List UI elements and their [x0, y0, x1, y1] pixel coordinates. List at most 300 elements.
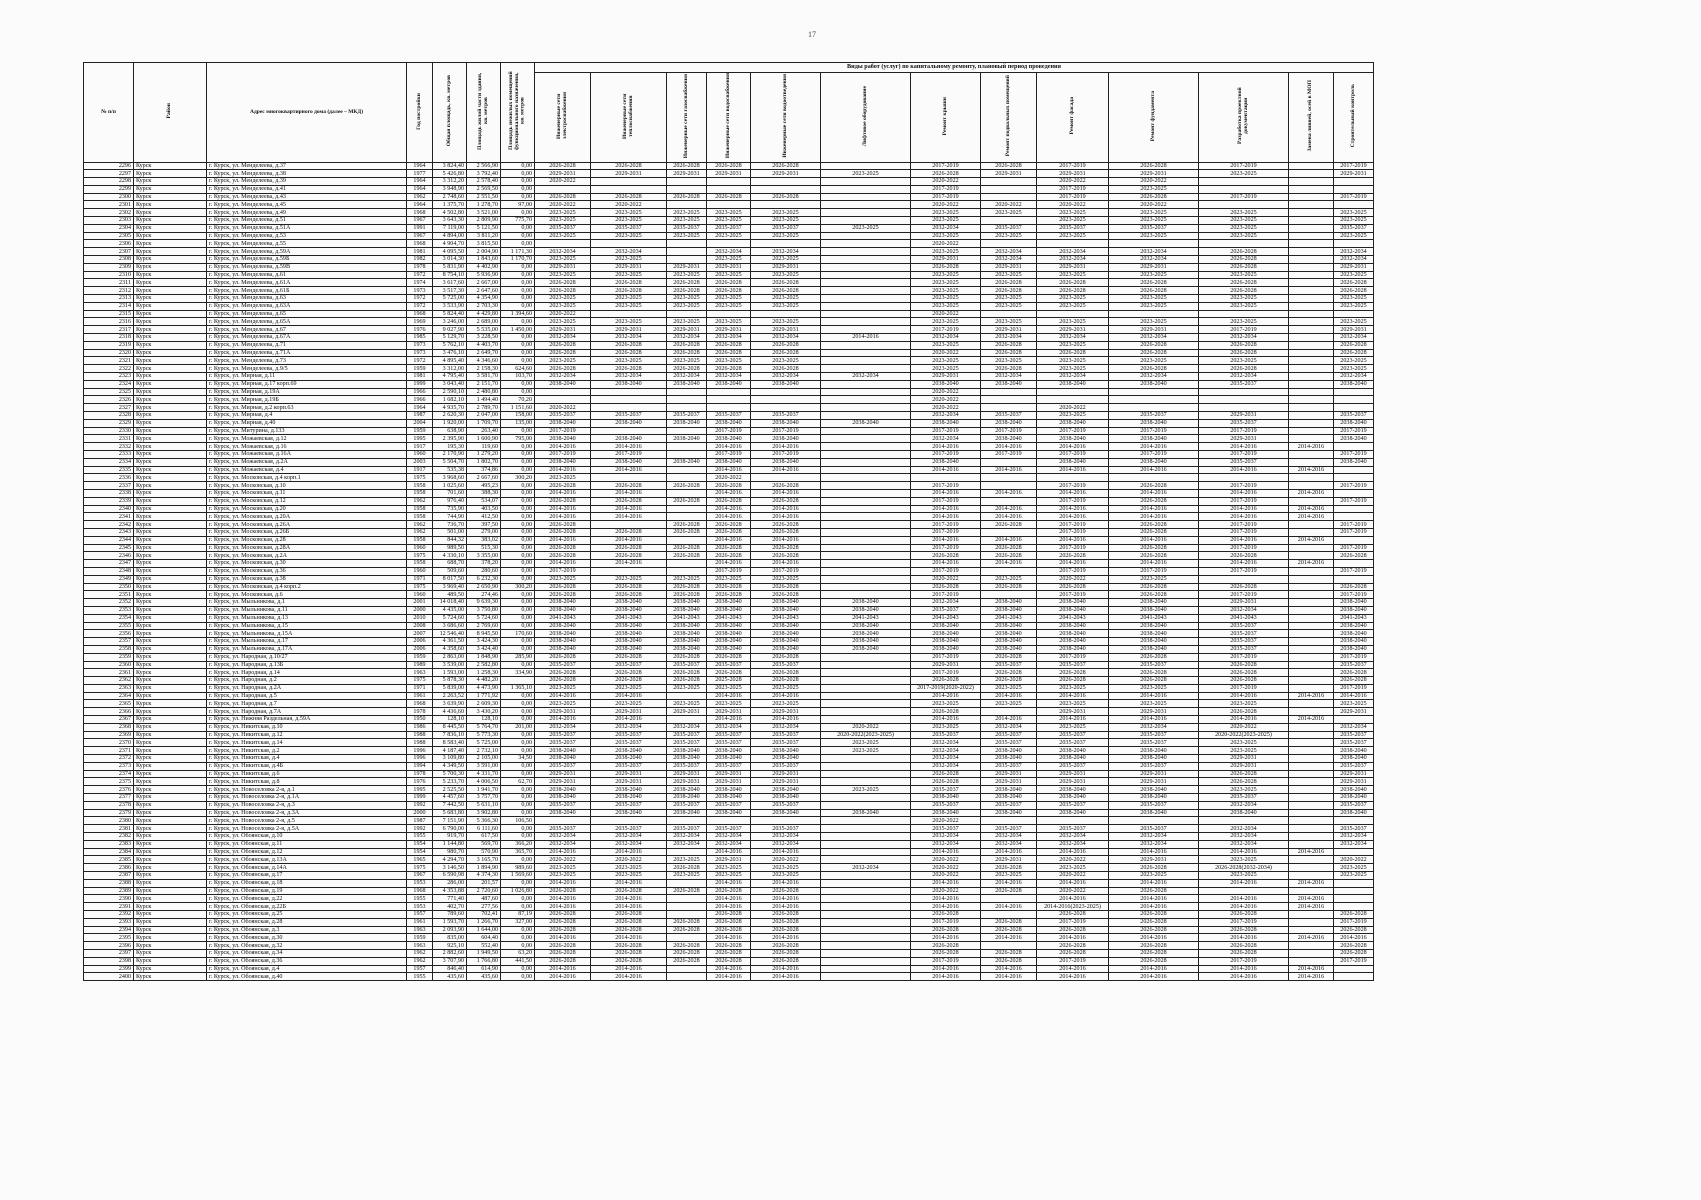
column-header: Ремонт подвальных помещений [981, 73, 1037, 163]
table-cell: 2023-2025 [911, 365, 981, 373]
table-cell [1334, 466, 1374, 474]
table-cell: 2038-2040 [911, 645, 981, 653]
table-cell: 2014-2016 [751, 560, 821, 568]
table-cell [821, 918, 911, 926]
table-cell: 2032-2034 [751, 373, 821, 381]
table-cell: 2014-2016 [911, 466, 981, 474]
table-cell [1289, 474, 1334, 482]
table-cell: 2026-2028 [1109, 544, 1199, 552]
table-cell [981, 942, 1037, 950]
table-cell [821, 716, 911, 724]
table-cell: 2371 [84, 747, 134, 755]
table-cell: 3 811,20 [467, 232, 501, 240]
table-cell: 2014-2016 [981, 716, 1037, 724]
table-cell [821, 209, 911, 217]
table-cell: г. Курск, ул. Менделеева, д.67А [207, 334, 407, 342]
table-cell: 2014-2016 [1199, 466, 1289, 474]
table-cell: 2017-2019 [1334, 193, 1374, 201]
table-cell: 2017-2019 [1199, 957, 1289, 965]
table-cell: 2014-2016 [751, 489, 821, 497]
table-cell: 2032-2034 [1199, 840, 1289, 848]
table-cell [591, 178, 667, 186]
table-cell [1289, 450, 1334, 458]
table-cell: 2026-2028 [911, 778, 981, 786]
table-cell: 2014-2016 [1109, 489, 1199, 497]
table-cell: 2023-2025 [591, 684, 667, 692]
table-cell [821, 302, 911, 310]
table-cell [821, 474, 911, 482]
table-cell: Курск [134, 217, 207, 225]
table-cell: г. Курск, ул. Никитская, д.2 [207, 747, 407, 755]
table-cell [821, 872, 911, 880]
table-cell: 1 894,90 [467, 864, 501, 872]
table-cell: 0,00 [501, 287, 535, 295]
table-cell [821, 349, 911, 357]
table-cell: 2023-2025 [1199, 170, 1289, 178]
table-cell: 2032-2034 [1037, 334, 1109, 342]
table-row [84, 497, 1374, 505]
table-cell: 2032-2034 [707, 723, 751, 731]
table-cell: 2023-2025 [911, 209, 981, 217]
table-cell [821, 178, 911, 186]
table-cell: 0,00 [501, 505, 535, 513]
table-cell: 2014-2016 [981, 489, 1037, 497]
table-cell: 0,00 [501, 271, 535, 279]
table-cell: 2038-2040 [535, 435, 591, 443]
table-cell: 2017-2019 [1037, 497, 1109, 505]
table-cell [1289, 193, 1334, 201]
table-cell: 1968 [407, 887, 433, 895]
table-cell: 4 361,50 [433, 638, 467, 646]
table-row [84, 287, 1374, 295]
table-cell: 2014-2016 [1199, 934, 1289, 942]
table-cell: 2026-2028 [981, 864, 1037, 872]
table-cell [1289, 755, 1334, 763]
table-cell: Курск [134, 716, 207, 724]
table-cell: 1 771,92 [467, 692, 501, 700]
table-cell: 2026-2028 [981, 544, 1037, 552]
table-cell: 2032-2034 [1334, 334, 1374, 342]
table-cell: 2014-2016 [751, 973, 821, 981]
table-cell: 6 232,30 [467, 575, 501, 583]
table-cell: 2333 [84, 450, 134, 458]
table-cell: 2023-2025 [591, 357, 667, 365]
table-cell [821, 162, 911, 170]
table-cell: г. Курск, ул. Мыльникова, д.13 [207, 614, 407, 622]
table-cell: 2038-2040 [1109, 599, 1199, 607]
table-cell: 2026-2028 [591, 918, 667, 926]
table-cell: 2026-2028 [535, 349, 591, 357]
table-row [84, 271, 1374, 279]
table-cell: 5 762,10 [433, 341, 467, 349]
table-cell: 2020-2022 [911, 817, 981, 825]
table-cell [667, 427, 707, 435]
table-cell: 2038-2040 [981, 786, 1037, 794]
table-cell: 789,60 [433, 911, 467, 919]
table-cell: 2026-2028 [707, 349, 751, 357]
table-cell: Курск [134, 240, 207, 248]
table-cell: 2026-2028(2032-2034) [1199, 864, 1289, 872]
table-cell: 2026-2028 [1199, 911, 1289, 919]
table-cell: 3 146,50 [433, 864, 467, 872]
table-cell: 2014-2016 [981, 879, 1037, 887]
table-cell: 327,00 [501, 918, 535, 926]
table-cell: 2 863,00 [433, 653, 467, 661]
table-cell: 2026-2028 [1199, 341, 1289, 349]
table-cell [1289, 295, 1334, 303]
table-cell: 2038-2040 [707, 786, 751, 794]
table-cell: 2032-2034 [1037, 833, 1109, 841]
table-cell: 2374 [84, 770, 134, 778]
table-cell: 2026-2028 [707, 583, 751, 591]
table-cell: г. Курск, ул. Московская, д.28 [207, 536, 407, 544]
table-cell: 2026-2028 [1109, 677, 1199, 685]
table-cell: 2038-2040 [591, 458, 667, 466]
table-cell [981, 567, 1037, 575]
table-cell: 2014-2016 [707, 466, 751, 474]
table-cell [821, 817, 911, 825]
table-cell [1289, 232, 1334, 240]
capital-repair-table [83, 62, 1374, 981]
table-cell: 2032-2034 [535, 840, 591, 848]
table-cell: 2023-2025 [1334, 872, 1374, 880]
table-cell: 2032-2034 [1109, 334, 1199, 342]
table-cell: 2326 [84, 396, 134, 404]
table-cell [821, 435, 911, 443]
table-cell [1289, 341, 1334, 349]
table-cell: 2017-2019 [1037, 185, 1109, 193]
table-cell: 509,60 [433, 567, 467, 575]
table-cell: 535,38 [433, 466, 467, 474]
table-cell [1289, 739, 1334, 747]
table-cell: 2017-2019 [1334, 482, 1374, 490]
table-cell: 4 374,30 [467, 872, 501, 880]
table-cell: 2014-2016 [751, 692, 821, 700]
table-cell: 2026-2028 [1037, 949, 1109, 957]
table-cell: 2035-2037 [1109, 801, 1199, 809]
table-cell: 3 948,90 [433, 185, 467, 193]
table-cell: 2035-2037 [535, 825, 591, 833]
table-cell: 0,00 [501, 560, 535, 568]
table-cell: 2038-2040 [707, 380, 751, 388]
table-cell: Курск [134, 528, 207, 536]
table-cell: г. Курск, ул. Московская, д.20 [207, 505, 407, 513]
table-cell: 2038-2040 [751, 630, 821, 638]
table-cell [707, 817, 751, 825]
table-cell: 2035-2037 [1109, 825, 1199, 833]
table-cell [821, 778, 911, 786]
table-cell: Курск [134, 521, 207, 529]
table-cell: 2023-2025 [535, 295, 591, 303]
table-cell: 2296 [84, 162, 134, 170]
table-cell: 1972 [407, 357, 433, 365]
table-cell: 2029-2031 [591, 263, 667, 271]
table-cell: г. Курск, ул. Обоянская, д.40 [207, 973, 407, 981]
table-cell: 2023-2025 [535, 271, 591, 279]
table-row [84, 302, 1374, 310]
table-cell: 2014-2016 [1289, 716, 1334, 724]
table-cell [821, 684, 911, 692]
table-cell: г. Курск, ул. Менделеева, д.71А [207, 349, 407, 357]
table-cell [1289, 552, 1334, 560]
table-row [84, 739, 1374, 747]
table-cell: 2038-2040 [1334, 606, 1374, 614]
table-cell [1199, 185, 1289, 193]
table-cell: 2023-2025 [535, 684, 591, 692]
table-cell: 2017-2019 [911, 669, 981, 677]
table-cell [821, 677, 911, 685]
table-cell: 2023-2025 [911, 357, 981, 365]
table-cell [1289, 528, 1334, 536]
table-cell: 2035-2037 [981, 801, 1037, 809]
table-cell: 495,23 [467, 482, 501, 490]
table-cell: Курск [134, 895, 207, 903]
table-cell: 2023-2025 [1334, 295, 1374, 303]
table-row [84, 575, 1374, 583]
table-cell: г. Курск, ул. Московская, д.4 корп.1 [207, 474, 407, 482]
table-cell: 4 358,60 [433, 645, 467, 653]
table-cell: 2026-2028 [751, 957, 821, 965]
table-cell: 2026-2028 [751, 365, 821, 373]
table-cell: 0,00 [501, 318, 535, 326]
table-cell: 4 353,88 [433, 887, 467, 895]
table-cell [1289, 435, 1334, 443]
table-cell: г. Курск, ул. Обоянская, д.14А [207, 864, 407, 872]
table-cell: 3 014,30 [433, 256, 467, 264]
table-cell [821, 957, 911, 965]
table-cell [1289, 357, 1334, 365]
table-cell: 2014-2016 [707, 560, 751, 568]
table-cell: 2035-2037 [707, 739, 751, 747]
table-cell: Курск [134, 427, 207, 435]
table-cell: 2026-2028 [535, 926, 591, 934]
table-cell: 2023-2025 [1037, 318, 1109, 326]
table-cell: 2014-2016 [1199, 505, 1289, 513]
table-cell: 5 129,70 [433, 334, 467, 342]
table-cell: 4 429,80 [467, 310, 501, 318]
table-cell: 0,00 [501, 599, 535, 607]
table-cell: Курск [134, 794, 207, 802]
table-cell: Курск [134, 388, 207, 396]
table-cell: 2026-2028 [911, 770, 981, 778]
table-cell: 2014-2016 [1289, 560, 1334, 568]
table-cell: 2014-2016 [707, 934, 751, 942]
table-cell: 0,00 [501, 450, 535, 458]
table-cell: 2 809,90 [467, 217, 501, 225]
table-cell: 2400 [84, 973, 134, 981]
table-cell: 1981 [407, 373, 433, 381]
table-cell: 2014-2016 [707, 443, 751, 451]
table-cell: 2026-2028 [667, 591, 707, 599]
column-header: Разработка проектной документации [1199, 73, 1289, 163]
table-cell: 2369 [84, 731, 134, 739]
table-cell: 2378 [84, 801, 134, 809]
table-cell: 2014-2016 [1289, 505, 1334, 513]
table-cell: 2026-2028 [667, 497, 707, 505]
table-cell: 2026-2028 [591, 653, 667, 661]
table-cell [1289, 778, 1334, 786]
table-cell: 2038-2040 [667, 435, 707, 443]
table-cell: 2014-2016 [1289, 848, 1334, 856]
table-cell: 0,00 [501, 482, 535, 490]
table-cell: 2394 [84, 926, 134, 934]
table-cell: Курск [134, 295, 207, 303]
table-row [84, 224, 1374, 232]
table-row [84, 653, 1374, 661]
table-cell: 5 839,00 [433, 684, 467, 692]
table-cell: 2372 [84, 755, 134, 763]
table-cell: 2029-2031 [707, 856, 751, 864]
table-cell: 2395 [84, 934, 134, 942]
table-cell: 2365 [84, 700, 134, 708]
table-cell: 2017-2019 [911, 567, 981, 575]
table-cell: 925,10 [433, 942, 467, 950]
table-cell: 1 766,80 [467, 957, 501, 965]
table-cell [591, 310, 667, 318]
table-cell [1289, 872, 1334, 880]
table-cell: 2026-2028 [751, 279, 821, 287]
table-cell: 1961 [407, 692, 433, 700]
table-cell: 2 151,70 [467, 380, 501, 388]
table-cell: Курск [134, 778, 207, 786]
table-cell [667, 895, 707, 903]
table-cell [911, 474, 981, 482]
table-cell [707, 396, 751, 404]
table-cell: Курск [134, 700, 207, 708]
table-cell: 2038-2040 [667, 622, 707, 630]
table-cell: 2023-2025 [591, 209, 667, 217]
table-cell: 2307 [84, 248, 134, 256]
table-cell: 2017-2019 [1037, 450, 1109, 458]
table-cell: г. Курск, ул. Мыльникова, д.17 [207, 638, 407, 646]
table-cell: 2038-2040 [751, 638, 821, 646]
table-cell [1289, 926, 1334, 934]
table-cell: 1955 [407, 895, 433, 903]
table-cell: 2026-2028 [667, 583, 707, 591]
table-cell: 14 018,40 [433, 599, 467, 607]
table-cell: 2367 [84, 716, 134, 724]
table-cell: 201,00 [501, 723, 535, 731]
table-cell: 2026-2028 [591, 528, 667, 536]
table-cell: 1988 [407, 731, 433, 739]
table-cell: 2041-2043 [821, 614, 911, 622]
table-cell: 7 119,00 [433, 224, 467, 232]
table-cell: Курск [134, 591, 207, 599]
table-cell: 2038-2040 [1109, 809, 1199, 817]
table-cell: 1959 [407, 653, 433, 661]
table-cell [1334, 474, 1374, 482]
table-cell: 2360 [84, 661, 134, 669]
table-cell: 2032-2034 [751, 840, 821, 848]
table-cell: 2023-2025 [667, 271, 707, 279]
table-cell: Курск [134, 911, 207, 919]
table-cell: 2023-2025 [751, 232, 821, 240]
table-cell [501, 677, 535, 685]
table-cell: 2032-2034 [707, 833, 751, 841]
table-cell: 0,00 [501, 700, 535, 708]
table-cell: г. Курск, ул. Московская, д.6 [207, 591, 407, 599]
table-cell: 2038-2040 [707, 747, 751, 755]
table-cell: 2038-2040 [535, 786, 591, 794]
table-cell: 5 831,90 [433, 263, 467, 271]
table-cell [821, 536, 911, 544]
table-cell [1289, 209, 1334, 217]
table-cell: 2376 [84, 786, 134, 794]
table-cell: 2038-2040 [591, 435, 667, 443]
table-cell: 1966 [407, 396, 433, 404]
table-cell: 2032-2034 [1109, 833, 1199, 841]
table-cell: 2035-2037 [751, 762, 821, 770]
table-cell: 2029-2031 [981, 856, 1037, 864]
table-cell: 2026-2028 [751, 887, 821, 895]
table-cell: г. Курск, ул. Народная, д.7 [207, 700, 407, 708]
table-cell [821, 521, 911, 529]
table-cell: 2359 [84, 653, 134, 661]
table-cell: 2038-2040 [1037, 645, 1109, 653]
table-cell: 2017-2019 [1037, 528, 1109, 536]
table-cell: 87,19 [501, 911, 535, 919]
table-cell: Курск [134, 692, 207, 700]
table-cell: 2023-2025 [1037, 217, 1109, 225]
table-cell: г. Курск, ул. Народная, д.7А [207, 708, 407, 716]
table-cell [1109, 817, 1199, 825]
table-cell: 2038-2040 [981, 638, 1037, 646]
table-cell: 1987 [407, 412, 433, 420]
table-cell: 2017-2019 [1199, 427, 1289, 435]
table-cell: 569,70 [467, 840, 501, 848]
table-cell: 5 725,00 [433, 295, 467, 303]
table-cell: 2026-2028 [535, 918, 591, 926]
table-cell: 2026-2028 [707, 521, 751, 529]
table-cell: 1954 [407, 840, 433, 848]
table-cell: 2026-2028 [1109, 942, 1199, 950]
table-cell: 2023-2025 [821, 170, 911, 178]
table-cell: 2038-2040 [821, 622, 911, 630]
table-cell: 2026-2028 [667, 544, 707, 552]
table-cell: 2026-2028 [707, 957, 751, 965]
table-row [84, 591, 1374, 599]
table-cell: 1966 [407, 388, 433, 396]
table-cell [591, 396, 667, 404]
table-cell: г. Курск, ул. Народная, д.5 [207, 692, 407, 700]
table-cell: 2026-2028 [1109, 528, 1199, 536]
table-cell: г. Курск, ул. Новоселовка 2-я, д.1А [207, 794, 407, 802]
table-cell: 2026-2028 [1037, 926, 1109, 934]
table-cell: г. Курск, ул. Московская, д.26Б [207, 528, 407, 536]
table-cell: 2032-2034 [591, 248, 667, 256]
table-cell: 0,00 [501, 567, 535, 575]
table-cell: г. Курск, ул. Обоянская, д.36 [207, 957, 407, 965]
table-cell: 2356 [84, 630, 134, 638]
column-header: Инженерные сети теплоснабжения [591, 73, 667, 163]
table-cell: 0,00 [501, 934, 535, 942]
table-cell: 2032-2034 [911, 334, 981, 342]
table-cell: 2035-2037 [535, 412, 591, 420]
table-cell: 2017-2019 [911, 185, 981, 193]
table-cell: 5 878,30 [433, 677, 467, 685]
table-cell: 2017-2019 [1334, 591, 1374, 599]
table-cell: 34,50 [501, 755, 535, 763]
table-cell: 2 105,00 [467, 755, 501, 763]
table-cell [1289, 302, 1334, 310]
table-cell: 2041-2043 [591, 614, 667, 622]
table-cell: г. Курск, ул. Обоянская, д.11 [207, 840, 407, 848]
table-cell: 2038-2040 [751, 419, 821, 427]
table-row [84, 256, 1374, 264]
table-cell: г. Курск, ул. Московская, д.11 [207, 489, 407, 497]
table-cell: 2029-2031 [535, 326, 591, 334]
table-cell: 2298 [84, 178, 134, 186]
